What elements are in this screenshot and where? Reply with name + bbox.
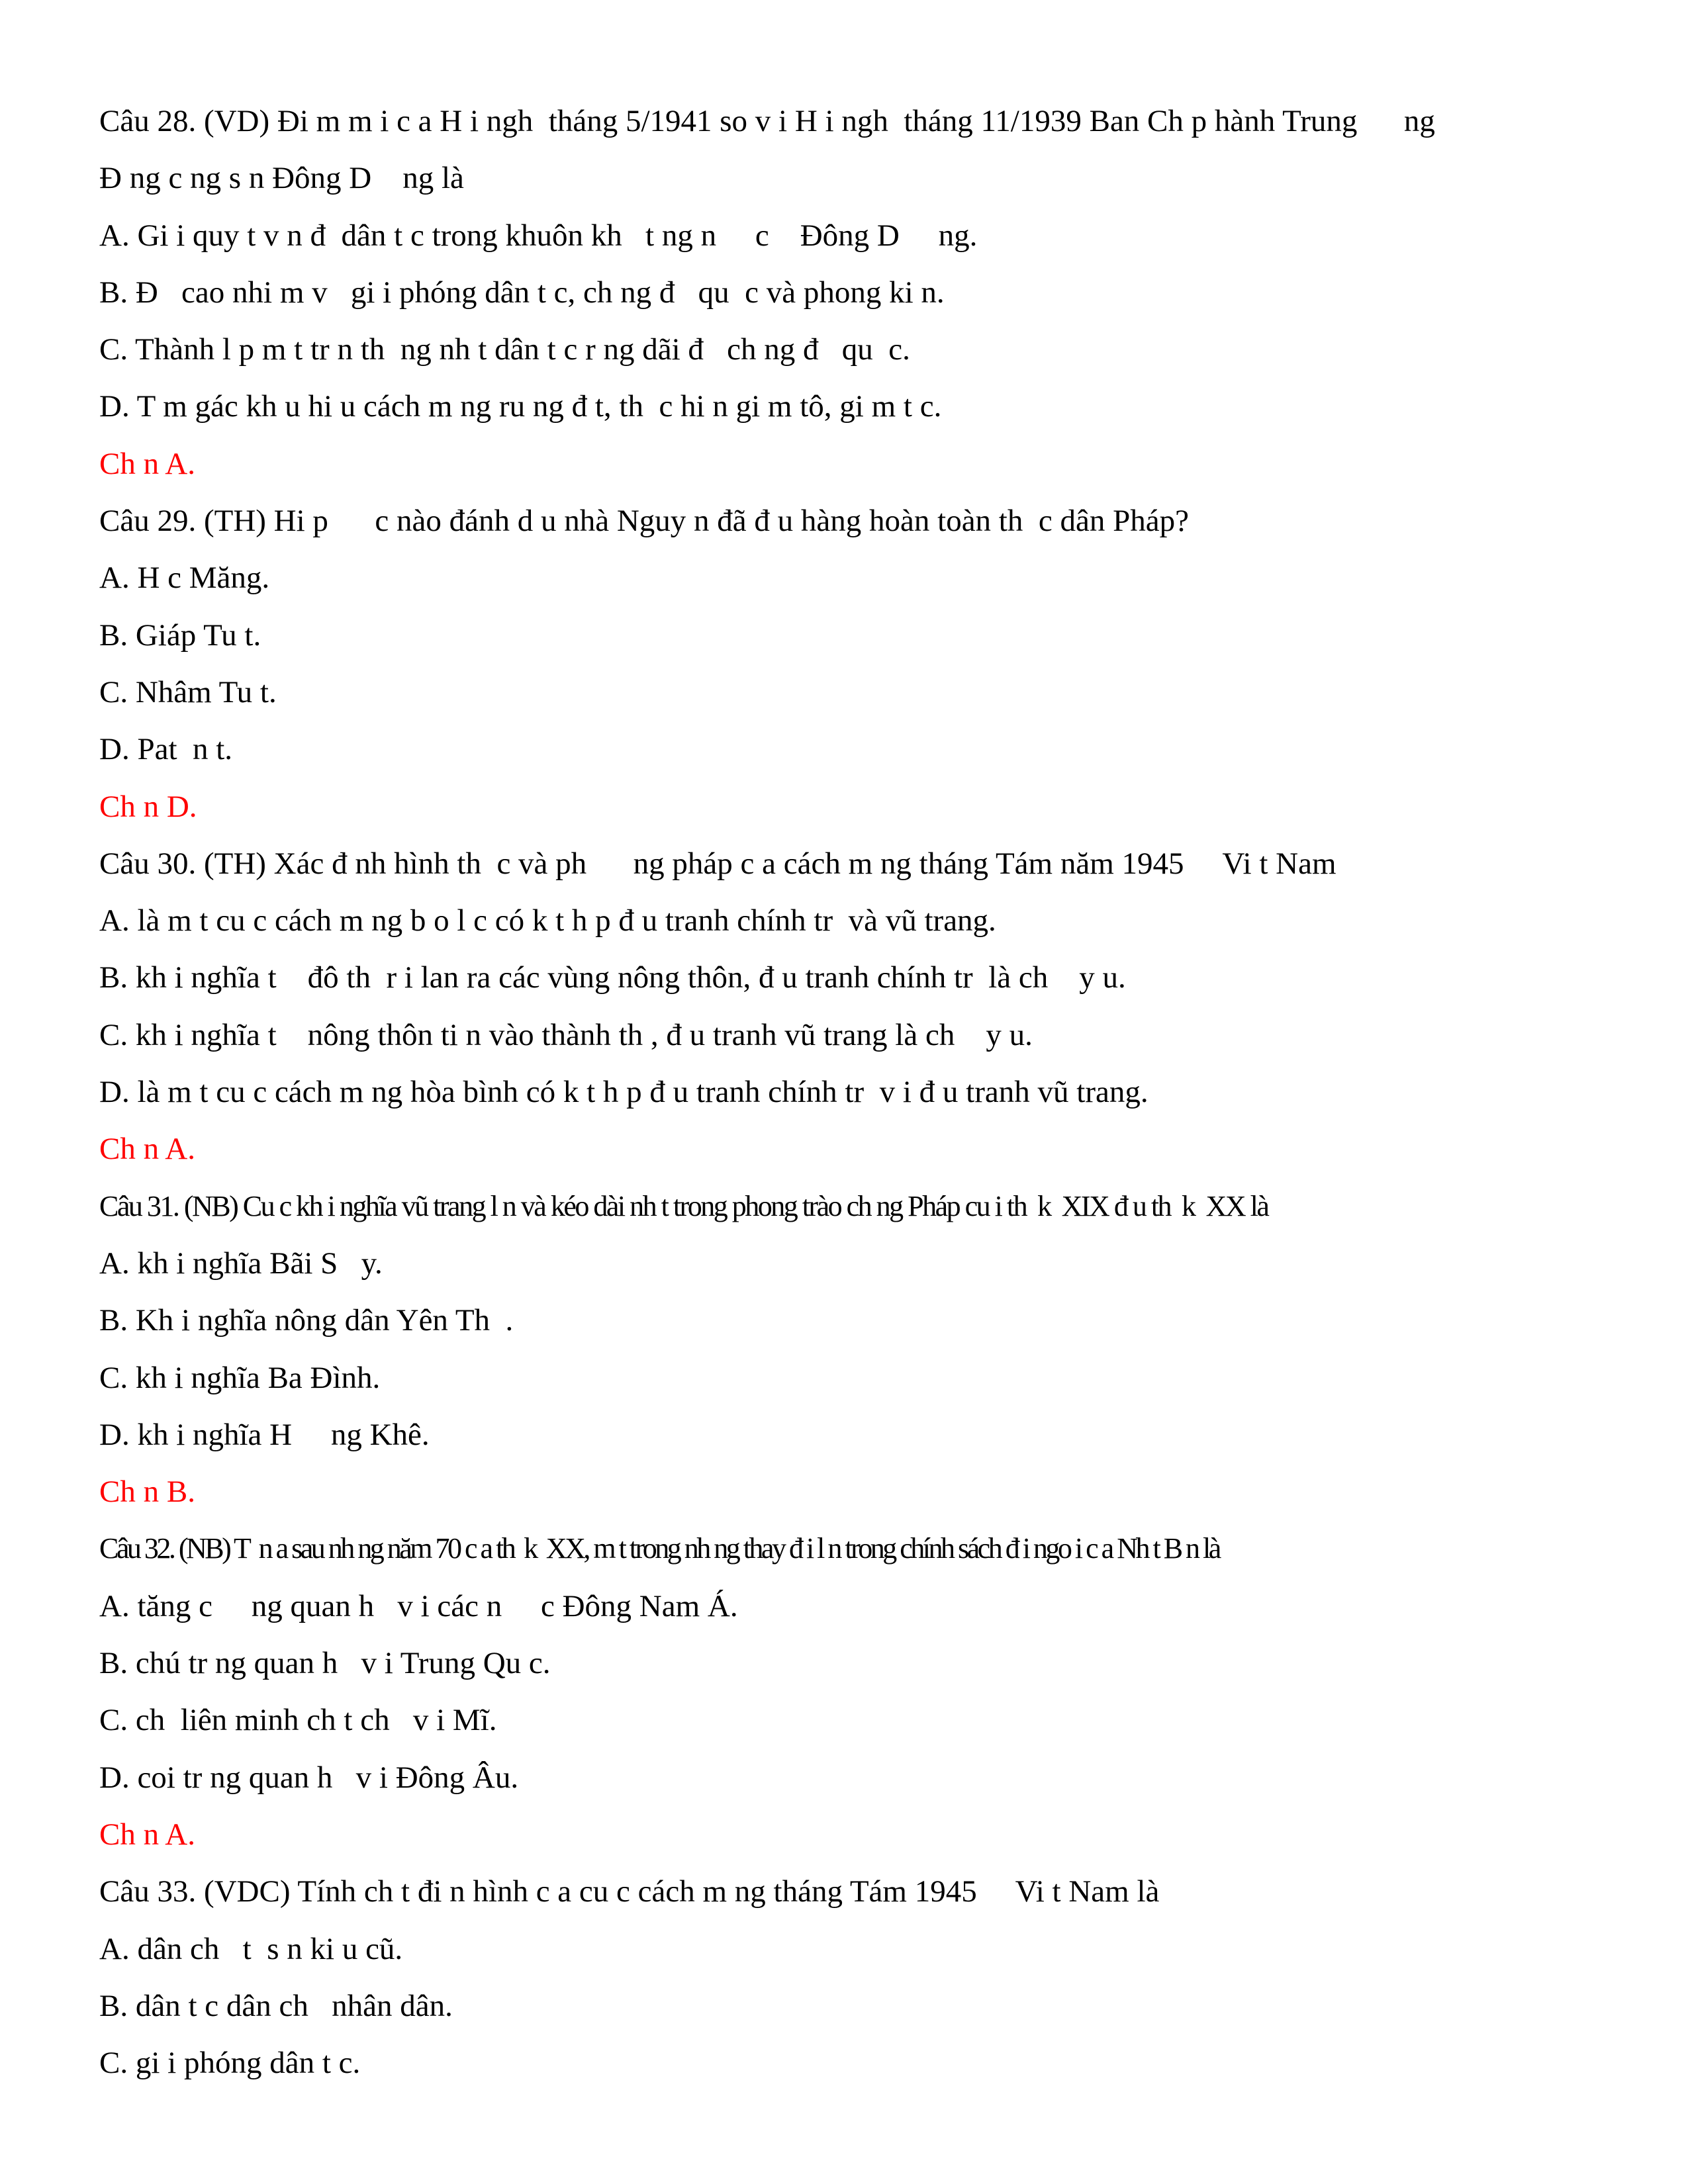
question-stem: Câu 30. (TH) Xác đ nh hình th c và ph ng pháp c a cách m ng tháng Tám năm 1945 Vi t Nam: [99, 846, 1336, 881]
option-b: B. Kh i nghĩa nông dân Yên Th .: [99, 1303, 514, 1338]
question-30: [99, 835, 1622, 1178]
question-32: [99, 1520, 1622, 1863]
option-d: D. T m gác kh u hi u cách m ng ru ng đ t, th c hi n gi m tô, gi m t c.: [99, 389, 942, 424]
option-b: B. kh i nghĩa t đô th r i lan ra các vùng nông thôn, đ u tranh chính tr là ch y u.: [99, 960, 1126, 995]
answer-key: Ch n D.: [99, 789, 197, 824]
question-31: [99, 1178, 1622, 1521]
option-c: C. Thành l p m t tr n th ng nh t dân t c r ng dãi đ ch ng đ qu c.: [99, 332, 910, 367]
option-b: B. Giáp Tu t.: [99, 617, 261, 653]
question-stem: Câu 29. (TH) Hi p c nào đánh d u nhà Nguy n đã đ u hàng hoàn toàn th c dân Pháp?: [99, 504, 1189, 539]
option-d: D. coi tr ng quan h v i Đông Âu.: [99, 1760, 519, 1795]
option-c: C. kh i nghĩa Ba Đình.: [99, 1360, 381, 1395]
question-stem: Câu 32. (NB) T n a sau nh ng năm 70 c a th k XX, m t trong nh ng thay đ i l n trong chính sách đ i ngo i c a Nh t B n là: [99, 1532, 1219, 1565]
answer-key: Ch n A.: [99, 1817, 195, 1852]
question-28: [99, 93, 1622, 492]
option-a: A. H c Măng.: [99, 561, 270, 596]
document-page: [99, 93, 1622, 2091]
option-d: D. kh i nghĩa H ng Khê.: [99, 1417, 430, 1452]
option-b: B. chú tr ng quan h v i Trung Qu c.: [99, 1646, 551, 1681]
question-stem: Câu 33. (VDC) Tính ch t đi n hình c a cu c cách m ng tháng Tám 1945 Vi t Nam là: [99, 1874, 1160, 1909]
question-33: [99, 1863, 1622, 2091]
option-a: A. là m t cu c cách m ng b o l c có k t h p đ u tranh chính tr và vũ trang.: [99, 903, 996, 938]
option-c: C. ch liên minh ch t ch v i Mĩ.: [99, 1703, 497, 1738]
question-stem: Câu 28. (VD) Đi m m i c a H i ngh tháng 5/1941 so v i H i ngh tháng 11/1939 Ban Ch p hành Trung ng: [99, 104, 1435, 138]
option-b: B. dân t c dân ch nhân dân.: [99, 1988, 453, 2023]
option-a: A. Gi i quy t v n đ dân t c trong khuôn kh t ng n c Đông D ng.: [99, 218, 978, 253]
option-d: D. là m t cu c cách m ng hòa bình có k t h p đ u tranh chính tr v i đ u tranh vũ trang.: [99, 1075, 1149, 1110]
question-stem: Câu 31. (NB) Cu c kh i nghĩa vũ trang l n và kéo dài nh t trong phong trào ch ng Pháp cu i th k XIX đ u th k XX là: [99, 1189, 1268, 1222]
option-c: C. gi i phóng dân t c.: [99, 2046, 361, 2081]
option-a: A. kh i nghĩa Bãi S y.: [99, 1246, 383, 1281]
question-29: [99, 492, 1622, 835]
option-a: A. dân ch t s n ki u cũ.: [99, 1931, 403, 1966]
option-a: A. tăng c ng quan h v i các n c Đông Nam Á.: [99, 1588, 738, 1623]
answer-key: Ch n A.: [99, 446, 195, 481]
option-d: D. Pat n t.: [99, 732, 233, 767]
answer-key: Ch n A.: [99, 1132, 195, 1167]
answer-key: Ch n B.: [99, 1475, 195, 1510]
question-stem: Đ ng c ng s n Đông D ng là: [99, 161, 464, 196]
option-b: B. Đ cao nhi m v gi i phóng dân t c, ch ng đ qu c và phong ki n.: [99, 275, 945, 310]
option-c: C. kh i nghĩa t nông thôn ti n vào thành th , đ u tranh vũ trang là ch y u.: [99, 1017, 1033, 1052]
option-c: C. Nhâm Tu t.: [99, 674, 277, 709]
